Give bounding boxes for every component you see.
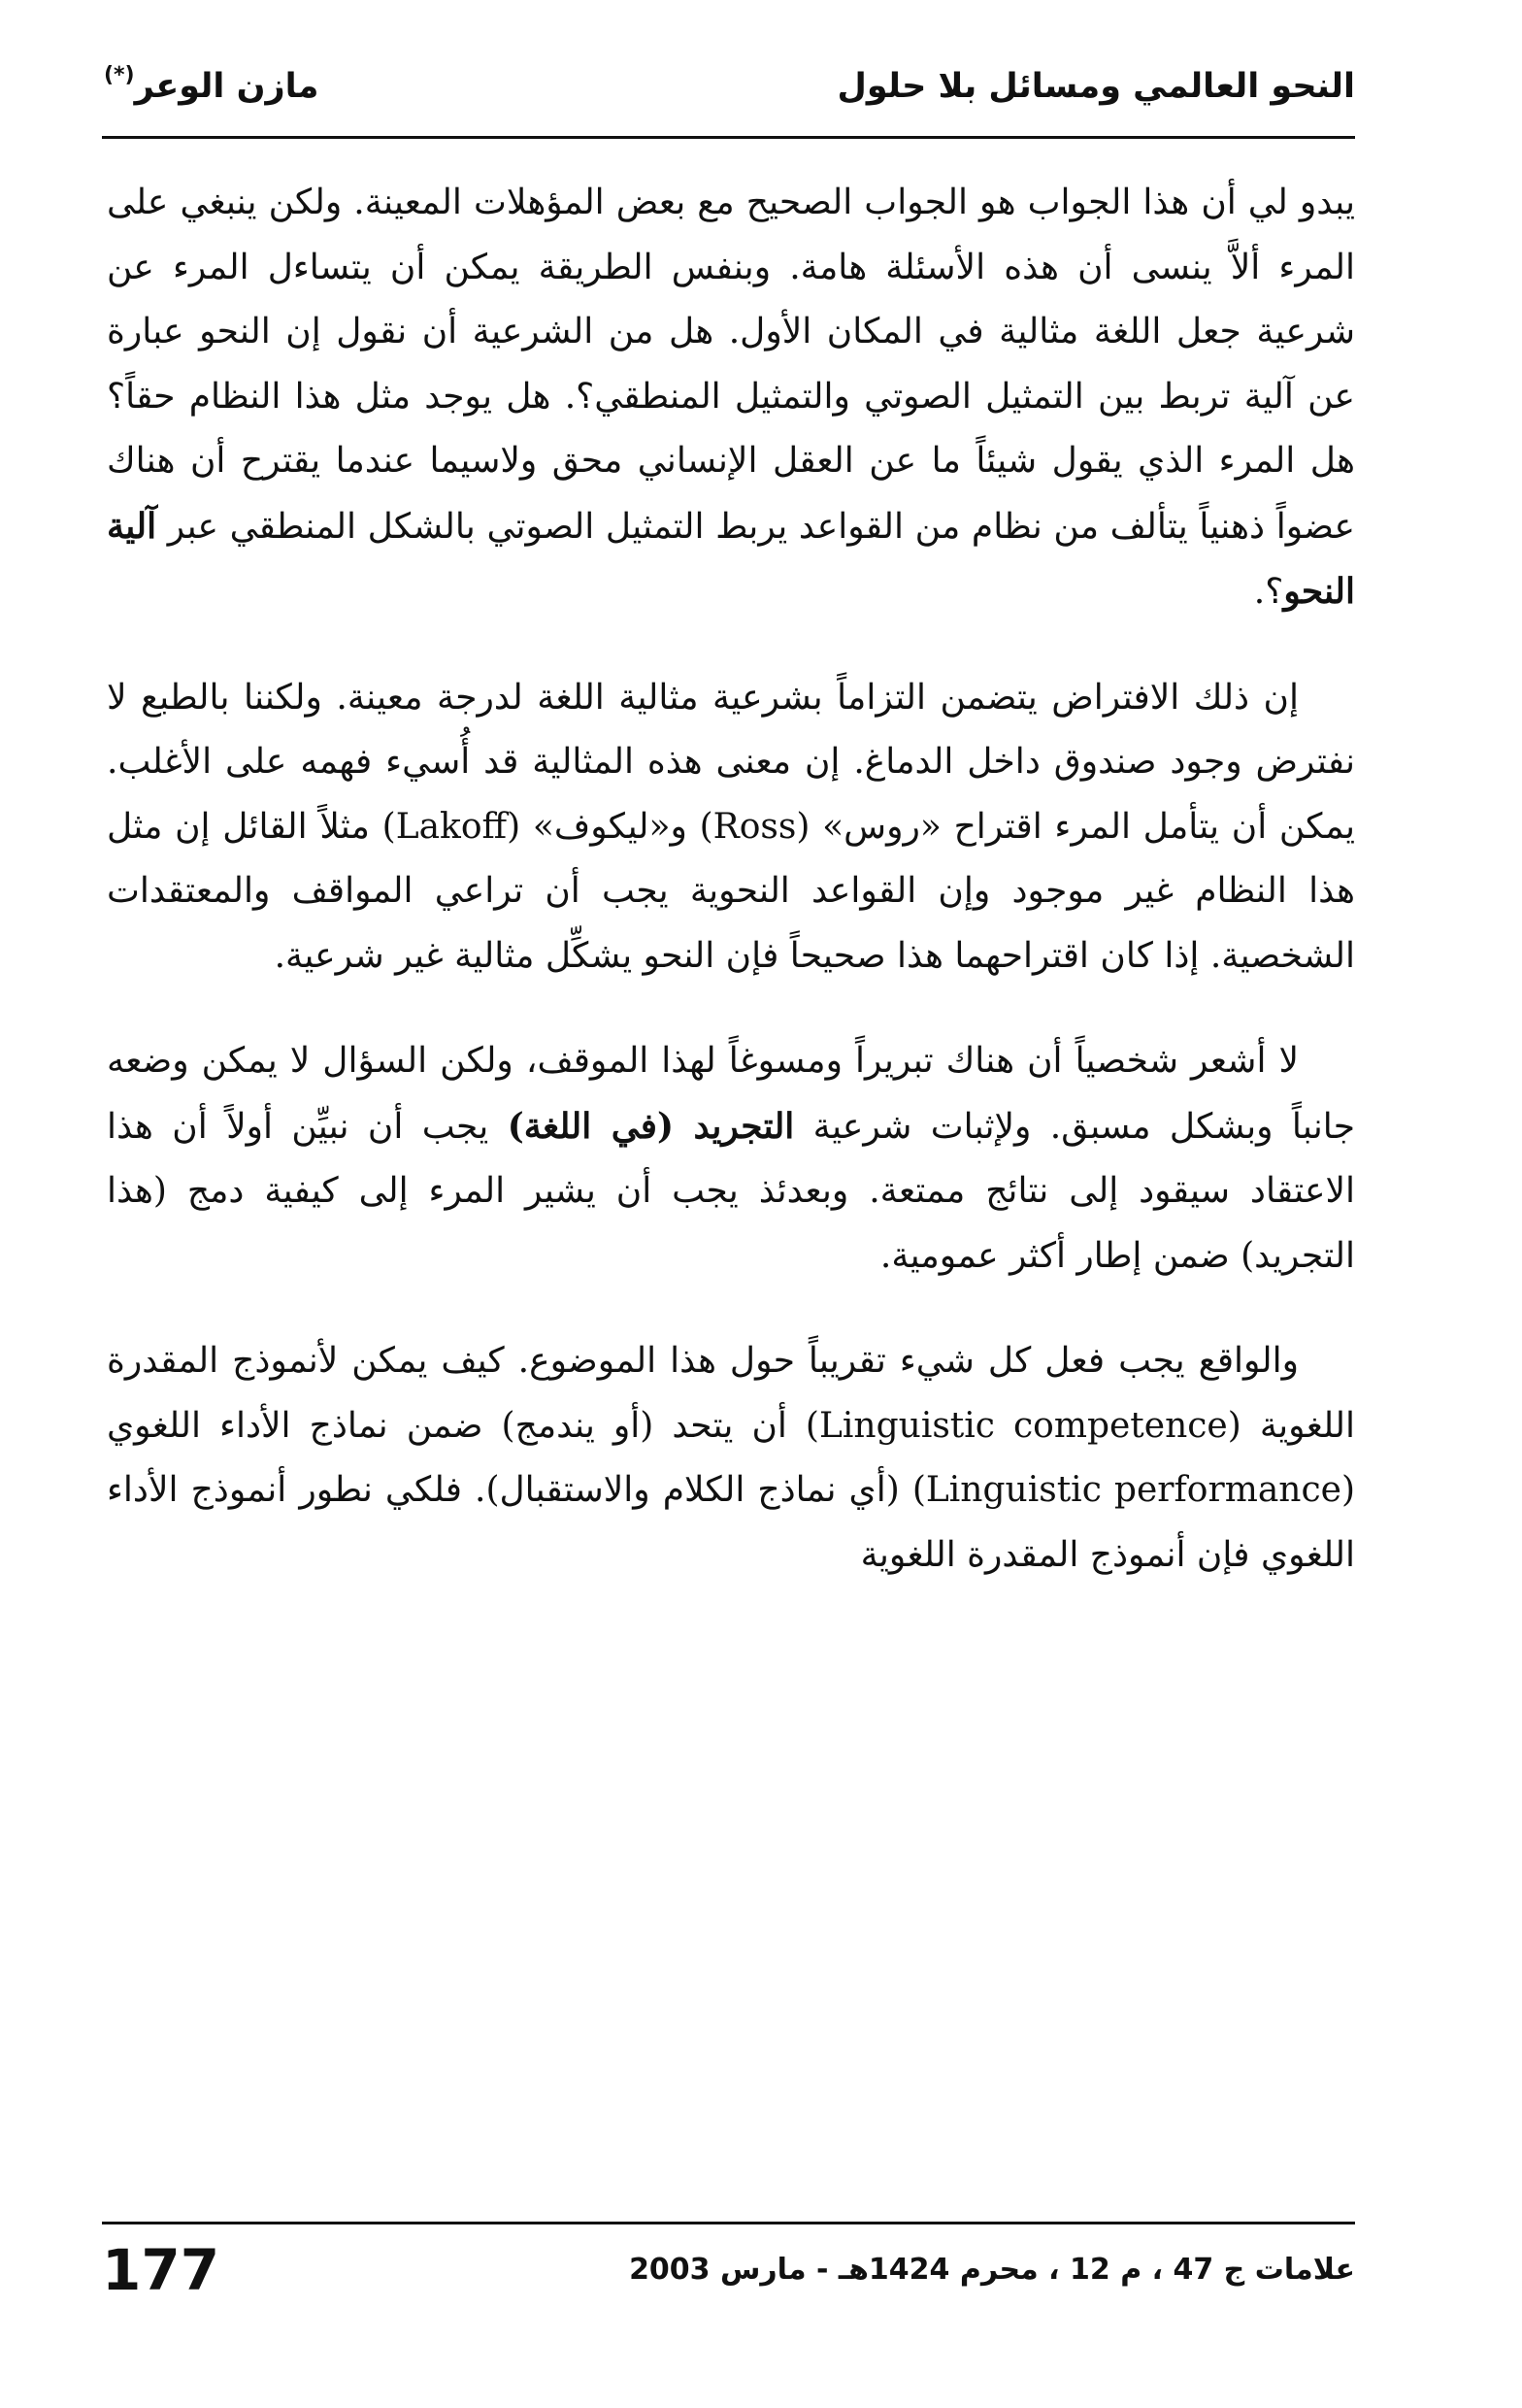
header-rule [102,136,1355,139]
text-run: ) أن يتحد (أو يندمج) ضمن نماذج الأداء اللغوي ( [107,1405,1355,1510]
article-body [107,171,1355,1588]
text-run: لا أشعر شخصياً أن هناك تبريراً ومسوغاً لهذا الموقف، ولكن السؤال لا يمكن وضعه جانباً وبشكل مسبق. ولإثبات شرعية [107,1041,1355,1147]
paragraph-3 [107,1029,1355,1288]
author-footnote-mark: (*) [104,63,135,87]
latin-term: Linguistic performance [925,1470,1341,1510]
author-name [102,63,319,106]
text-run: والواقع يجب فعل كل شيء تقريباً حول هذا الموضوع. كيف يمكن لأنموذج المقدرة اللغوية ( [107,1341,1356,1446]
text-run: يبدو لي أن هذا الجواب هو الجواب الصحيح مع بعض المؤهلات المعينة. ولكن ينبغي على المرء ألاَّ ينسى أن هذه الأسئلة هامة. وبنفس الطريقة يمكن أن يتساءل المرء عن شرعية جعل اللغة مثالية في المكان الأول. هل من الشرعية أن نقول إن النحو عبارة عن آلية تربط بين التمثيل الصوتي والتمثيل المنطقي؟. هل يوجد مثل هذا النظام حقاً؟ هل المرء الذي يقول شيئاً ما عن العقل الإنساني محق ولاسيما عندما يقترح أن هناك عضواً ذهنياً يتألف من نظام من القواعد يربط التمثيل الصوتي بالشكل المنطقي عبر [107,183,1355,547]
bold-term: آلية النحو [107,505,1355,612]
author-text: مازن الوعر [134,67,319,106]
journal-citation: علامات ج 47 ، م 12 ، محرم 1424هـ - مارس 2003 [629,2253,1355,2287]
text-run: ) و«ليكوف» ( [507,806,713,847]
running-footer [102,2233,1355,2311]
latin-term: Ross [712,806,797,847]
article-title: النحو العالمي ومسائل بلا حلول [837,67,1355,106]
text-run: ) مثلاً القائل إن مثل هذا النظام غير موجود وإن القواعد النحوية يجب أن تراعي المواقف والمعتقدات الشخصية. إذا كان اقتراحهما هذا صحيحاً فإن النحو يشكِّل مثالية غير شرعية. [107,806,1355,976]
page-number: 177 [102,2237,220,2303]
latin-term: Lakoff [395,806,508,847]
footer-rule [102,2222,1355,2224]
text-run: ؟. [1253,572,1284,612]
paragraph-1 [107,171,1355,625]
paragraph-4 [107,1329,1355,1588]
text-run: إن ذلك الافتراض يتضمن التزاماً بشرعية مثالية اللغة لدرجة معينة. ولكننا بالطبع لا نفترض وجود صندوق داخل الدماغ. إن معنى هذه المثالية قد أُسيء فهمه على الأغلب. يمكن أن يتأمل المرء اقتراح «روس» ( [107,677,1355,847]
text-run: يجب أن نبيِّن أولاً أن هذا الاعتقاد سيقود إلى نتائج ممتعة. وبعدئذ يجب أن يشير المرء إلى كيفية دمج (هذا التجريد) ضمن إطار أكثر عمومية. [107,1106,1355,1276]
bold-term: التجريد (في اللغة) [507,1105,795,1147]
latin-term: Linguistic competence [818,1405,1228,1446]
running-header [102,53,1355,141]
paragraph-2 [107,666,1355,989]
text-run: ) (أي نماذج الكلام والاستقبال). فلكي نطور أنموذج الأداء اللغوي فإن أنموذج المقدرة اللغوية [107,1470,1355,1575]
